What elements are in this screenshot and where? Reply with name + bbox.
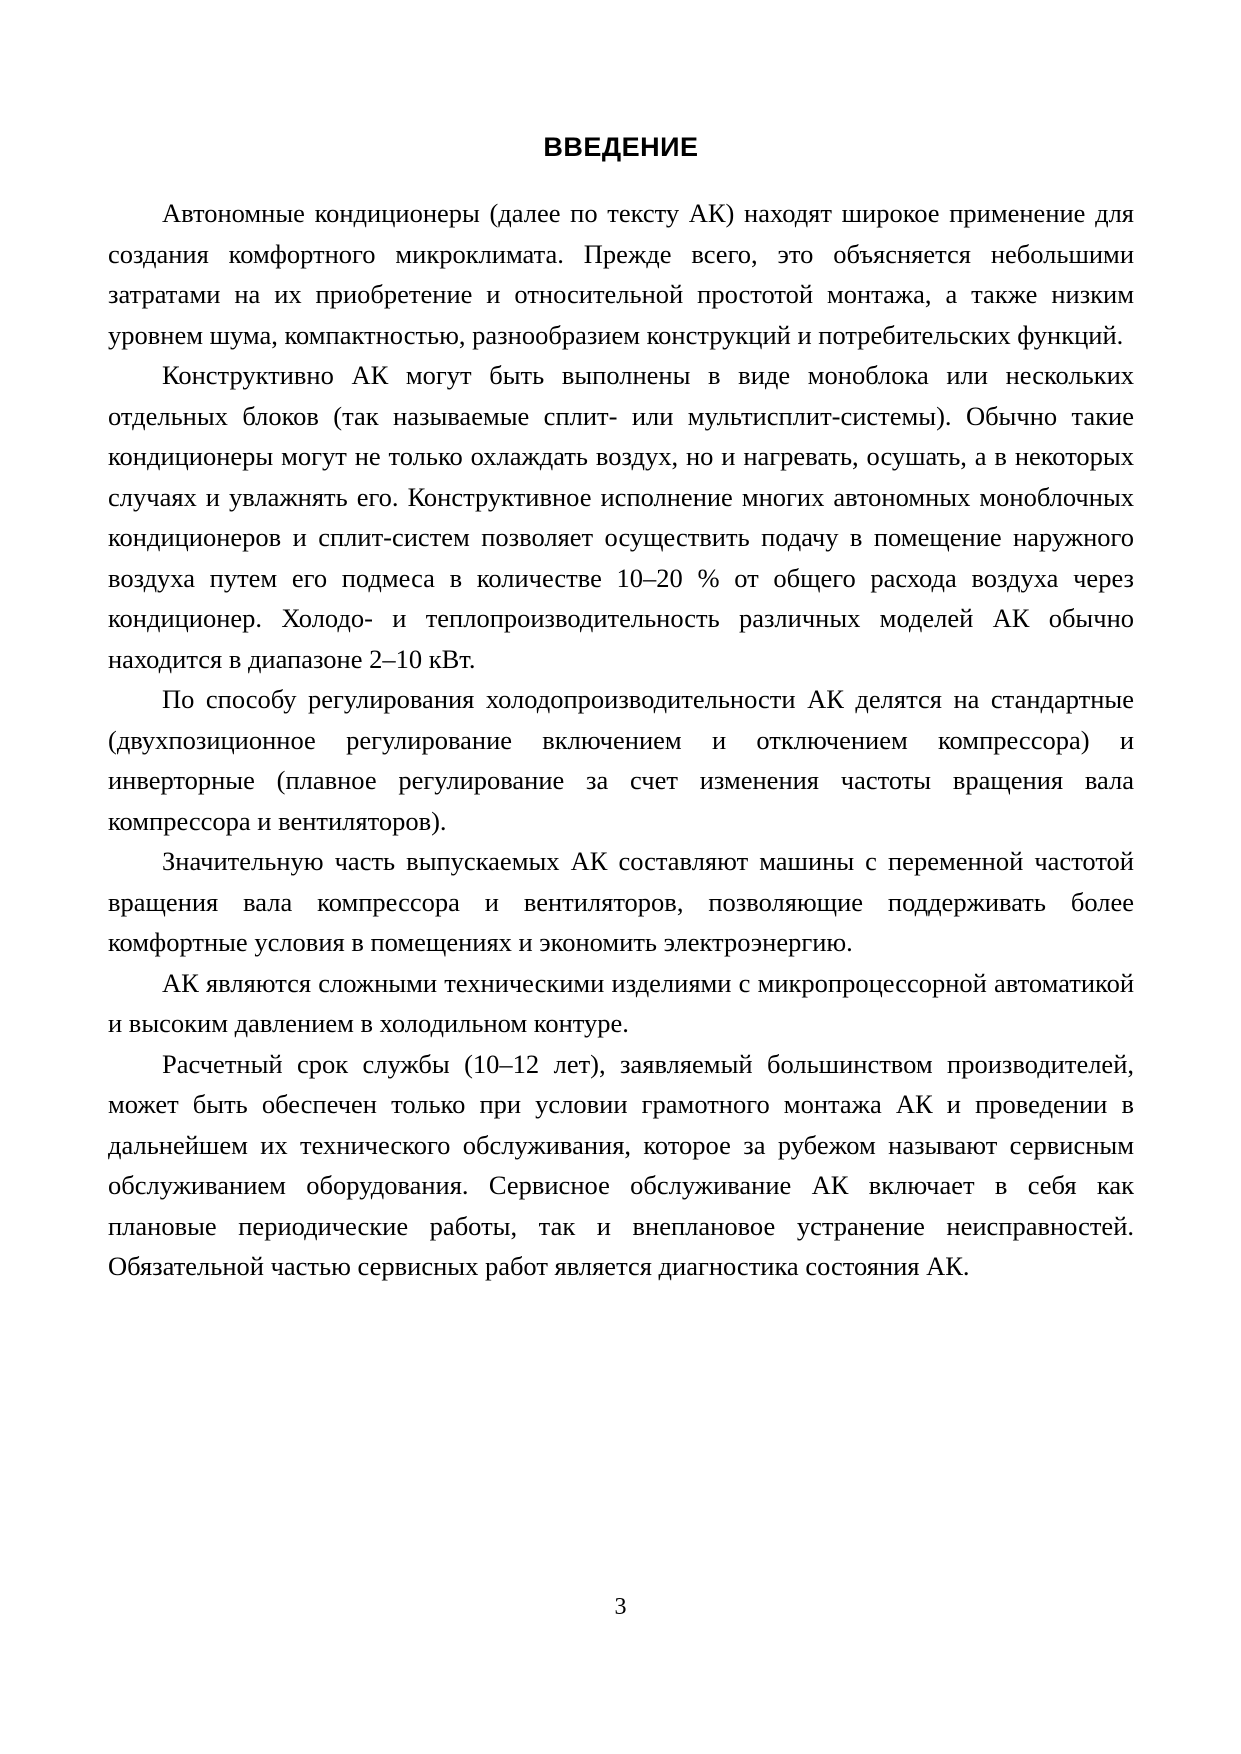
page-title: ВВЕДЕНИЕ bbox=[543, 132, 699, 162]
paragraph: Значительную часть выпускаемых АК составляют машины с переменной частотой вращения вала компрессора и вентиляторов, позволяющие поддерживать более комфортные условия в помещениях и экономить электроэнергию. bbox=[108, 846, 1134, 957]
body-text bbox=[108, 193, 1134, 1287]
paragraph: По способу регулирования холодопроизводительности АК делятся на стандартные (двухпозиционное регулирование включением и отключением компрессора) и инверторные (плавное регулирование за счет изменения частоты вращения вала компрессора и вентиляторов). bbox=[108, 684, 1134, 836]
paragraph: АК являются сложными техническими изделиями с микропроцессорной автоматикой и высоким давлением в холодильном контуре. bbox=[108, 967, 1134, 1038]
page-number: 3 bbox=[614, 1594, 627, 1620]
page-content bbox=[108, 132, 1134, 1287]
paragraph: Автономные кондиционеры (далее по тексту АК) находят широкое применение для создания комфортного микроклимата. Прежде всего, это объясняется небольшими затратами на их приобретение и относительной простотой монтажа, а также низким уровнем шума, компактностью, разнообразием конструкций и потребительских функций. bbox=[108, 198, 1134, 350]
paragraph: Расчетный срок службы (10–12 лет), заявляемый большинством производителей, может быть обеспечен только при условии грамотного монтажа АК и проведении в дальнейшем их технического обслуживания, которое за рубежом называют сервисным обслуживанием оборудования. Сервисное обслуживание АК включает в себя как плановые периодические работы, так и внеплановое устранение неисправностей. Обязательной частью сервисных работ является диагностика состояния АК. bbox=[108, 1048, 1134, 1281]
paragraph: Конструктивно АК могут быть выполнены в виде моноблока или нескольких отдельных блоков (так называемые сплит- или мультисплит-системы). Обычно такие кондиционеры могут не только охлаждать воздух, но и нагревать, осушать, а в некоторых случаях и увлажнять его. Конструктивное исполнение многих автономных моноблочных кондиционеров и сплит-систем позволяет осуществить подачу в помещение наружного воздуха путем его подмеса в количестве 10–20 % от общего расхода воздуха через кондиционер. Холодо- и теплопроизводительность различных моделей АК обычно находится в диапазоне 2–10 кВт. bbox=[108, 360, 1134, 674]
